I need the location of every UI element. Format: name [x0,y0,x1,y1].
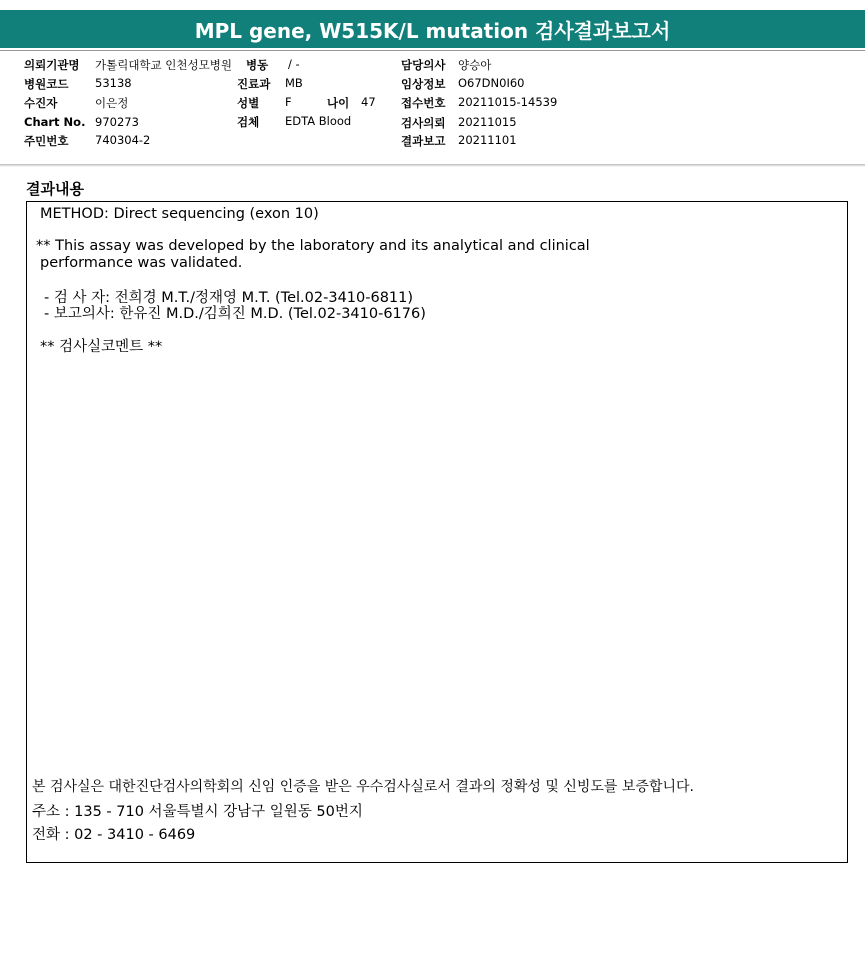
ward-label: 병동 [246,58,269,72]
method-line: METHOD: Direct sequencing (exon 10) [40,206,319,222]
report-title: MPL gene, W515K/L mutation 검사결과보고서 [194,18,671,43]
resident-label: 주민번호 [24,134,69,148]
certification-line: 본 검사실은 대한진단검사의학회의 신임 인증을 받은 우수검사실로서 결과의 정확성 및 신빙도를 보증합니다. [32,779,694,795]
patient-label: 수진자 [24,96,58,110]
request-label: 검사의뢰 [401,116,446,130]
phone-line: 전화 : 02 - 3410 - 6469 [32,827,196,843]
chart-label: Chart No. [24,115,86,129]
receipt-value: 20211015-14539 [458,95,558,109]
specimen-value: EDTA Blood [285,114,352,128]
report-date-label: 결과보고 [401,134,446,148]
age-value: 47 [361,95,376,109]
note-line-1: ** This assay was developed by the laboratory and its analytical and clinical [36,238,590,254]
report-title-bar [0,10,865,48]
institution-value: 가톨릭대학교 인천성모병원 [95,58,232,72]
age-label: 나이 [327,96,350,110]
address-line: 주소 : 135 - 710 서울특별시 강남구 일원동 50번지 [32,804,363,820]
report-date-value: 20211101 [458,133,517,147]
result-content-box [26,201,848,863]
sex-label: 성별 [237,96,260,110]
section-title: 결과내용 [26,180,84,198]
resident-value: 740304-2 [95,133,151,147]
institution-label: 의뢰기관명 [24,58,80,72]
reporter-line: - 보고의사: 한유진 M.D./김희진 M.D. (Tel.02-3410-6176) [44,306,426,322]
ward-value: / - [288,57,300,71]
receipt-label: 접수번호 [401,96,446,110]
clinical-info-label: 임상정보 [401,77,446,91]
note-line-2: performance was validated. [40,255,243,271]
department-label: 진료과 [237,77,271,91]
doctor-value: 양승아 [458,58,492,72]
lab-comment-line: ** 검사실코멘트 ** [40,339,163,355]
clinical-info-value: O67DN0I60 [458,76,525,90]
department-value: MB [285,76,303,90]
specimen-label: 검체 [237,115,260,129]
patient-info-panel [0,52,865,164]
patient-value: 이은정 [95,96,129,110]
info-divider-shadow [0,164,865,167]
chart-value: 970273 [95,115,139,129]
doctor-label: 담당의사 [401,58,446,72]
hospital-code-label: 병원코드 [24,77,69,91]
request-value: 20211015 [458,115,517,129]
tester-line: - 검 사 자: 전희경 M.T./정재영 M.T. (Tel.02-3410-6811) [44,290,414,306]
hospital-code-value: 53138 [95,76,132,90]
header-divider [0,50,865,51]
sex-value: F [285,95,292,109]
